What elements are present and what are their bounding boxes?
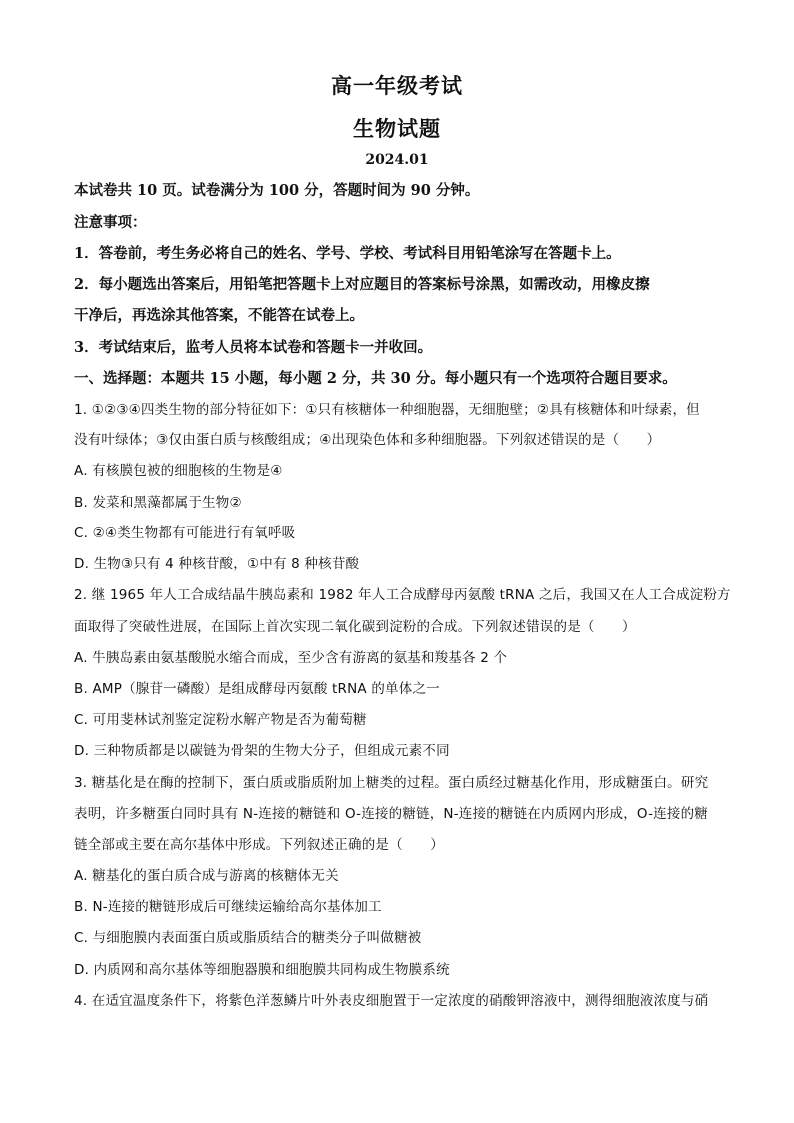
- exam-summary: 本试卷共 10 页。试卷满分为 100 分，答题时间为 90 分钟。: [74, 182, 480, 199]
- q3-option-a: A. 糖基化的蛋白质合成与游离的核糖体无关: [74, 868, 339, 884]
- q1-option-b: B. 发菜和黑藻都属于生物②: [74, 495, 242, 511]
- q3-option-d: D. 内质网和高尔基体等细胞器膜和细胞膜共同构成生物膜系统: [74, 962, 450, 978]
- notice-item-1: 1．答卷前，考生务必将自己的姓名、学号、学校、考试科目用铅笔涂写在答题卡上。: [74, 245, 621, 262]
- q2-option-c: C. 可用斐林试剂鉴定淀粉水解产物是否为葡萄糖: [74, 712, 367, 728]
- notice-item-2: 2．每小题选出答案后，用铅笔把答题卡上对应题目的答案标号涂黑，如需改动，用橡皮擦: [74, 276, 650, 293]
- exam-date: 2024.01: [365, 152, 429, 168]
- notice-item-3: 3．考试结束后，监考人员将本试卷和答题卡一并收回。: [74, 339, 433, 356]
- q3-stem-line-1: 3. 糖基化是在酶的控制下，蛋白质或脂质附加上糖类的过程。蛋白质经过糖基化作用，形成糖蛋白。研究: [74, 775, 709, 791]
- notice-title: 注意事项：: [74, 214, 147, 231]
- q2-option-b: B. AMP（腺苷一磷酸）是组成酵母丙氨酸 tRNA 的单体之一: [74, 681, 440, 697]
- q1-option-d: D. 生物③只有 4 种核苷酸，①中有 8 种核苷酸: [74, 556, 360, 572]
- q2-option-d: D. 三种物质都是以碳链为骨架的生物大分子，但组成元素不同: [74, 743, 450, 759]
- q4-stem-line-1: 4. 在适宜温度条件下，将紫色洋葱鳞片叶外表皮细胞置于一定浓度的硝酸钾溶液中，测得细胞液浓度与硝: [74, 993, 709, 1009]
- q1-stem-line-1: 1. ①②③④四类生物的部分特征如下：①只有核糖体一种细胞器，无细胞壁；②具有核糖体和叶绿素，但: [74, 402, 700, 418]
- q2-stem-line-1: 2. 继 1965 年人工合成结晶牛胰岛素和 1982 年人工合成酵母丙氨酸 tRNA 之后，我国又在人工合成淀粉方: [74, 587, 731, 603]
- q1-option-a: A. 有核膜包被的细胞核的生物是④: [74, 463, 283, 479]
- q3-stem-line-3: 链全部或主要在高尔基体中形成。下列叙述正确的是（ ）: [74, 837, 444, 853]
- exam-title: 高一年级考试: [331, 73, 463, 98]
- q1-stem-line-2: 没有叶绿体；③仅由蛋白质与核酸组成；④出现染色体和多种细胞器。下列叙述错误的是（ ）: [74, 432, 661, 448]
- q3-option-b: B. N-连接的糖链形成后可继续运输给高尔基体加工: [74, 899, 382, 915]
- notice-item-2-cont: 干净后，再选涂其他答案，不能答在试卷上。: [74, 307, 364, 324]
- q1-option-c: C. ②④类生物都有可能进行有氧呼吸: [74, 525, 296, 541]
- q2-option-a: A. 牛胰岛素由氨基酸脱水缩合而成，至少含有游离的氨基和羧基各 2 个: [74, 650, 508, 666]
- section-heading: 一、选择题：本题共 15 小题，每小题 2 分，共 30 分。每小题只有一个选项符合题目要求。: [74, 370, 677, 387]
- q3-stem-line-2: 表明，许多糖蛋白同时具有 N-连接的糖链和 O-连接的糖链，N-连接的糖链在内质网内形成，O-连接的糖: [74, 806, 708, 822]
- subject-title: 生物试题: [353, 116, 441, 141]
- q3-option-c: C. 与细胞膜内表面蛋白质或脂质结合的糖类分子叫做糖被: [74, 930, 422, 946]
- q2-stem-line-2: 面取得了突破性进展，在国际上首次实现二氧化碳到淀粉的合成。下列叙述错误的是（ ）: [74, 619, 636, 635]
